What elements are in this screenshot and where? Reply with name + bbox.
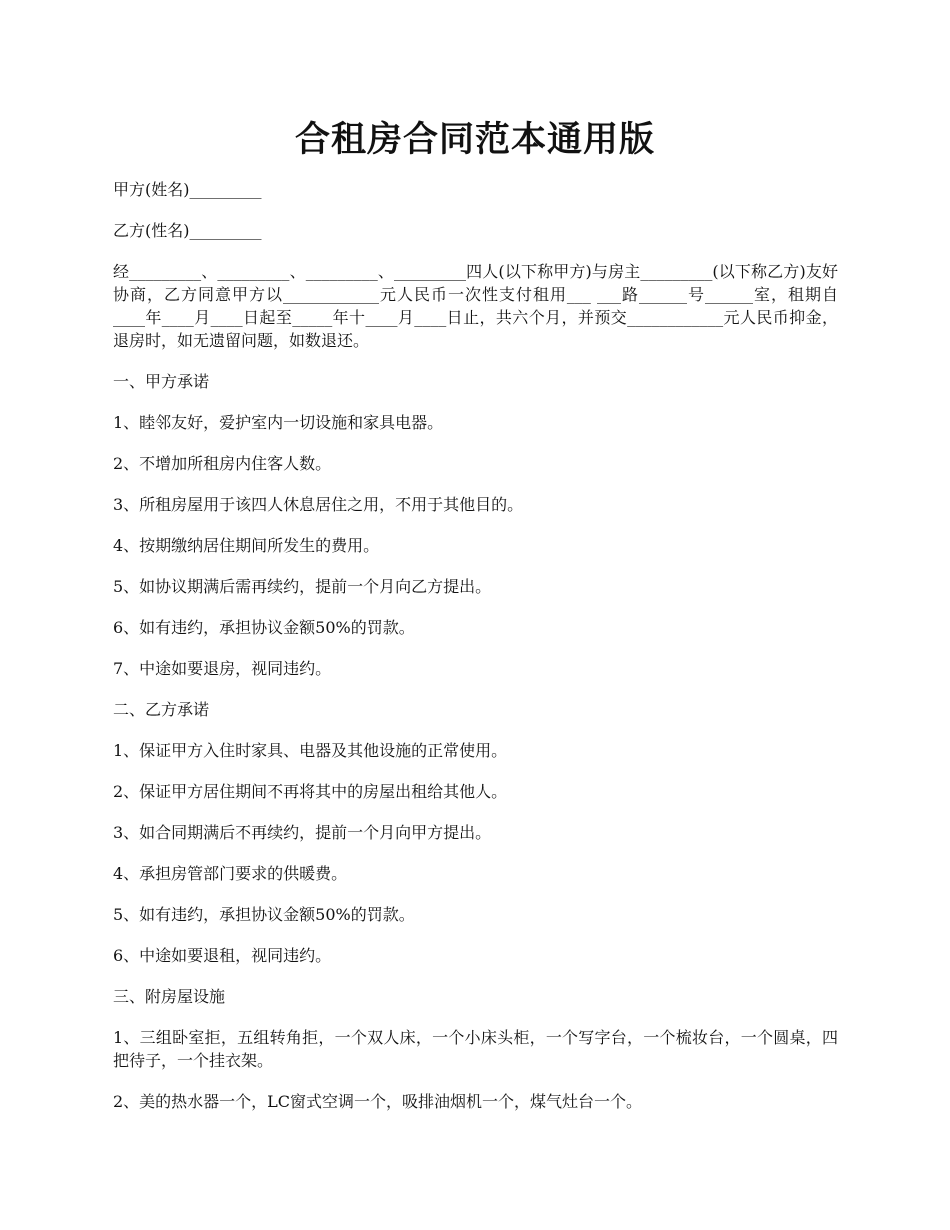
clause-item: 2、不增加所租房内住客人数。 [113,454,332,473]
clause-item: 5、如有违约，承担协议金额50%的罚款。 [113,905,415,924]
clause-item: 3、如合同期满后不再续约，提前一个月向甲方提出。 [113,823,492,842]
clause-item: 7、中途如要退房，视同违约。 [113,659,332,678]
intro-paragraph: 经_________、_________、_________、_________四人(以下称甲方)与房主_________(以下称乙方)友好协商，乙方同意甲方以____________元人民币一次性支付租用___ ___路______号______室，租期自____年____月____日起至_____年十____月____日止，共六个月，并预交____________元人民币抑金，退房时，如无遗留问题，如数退还。 [113,262,838,350]
clause-item: 6、如有违约，承担协议金额50%的罚款。 [113,618,415,637]
document-body [113,178,838,1131]
clause-item: 3、所租房屋用于该四人休息居住之用，不用于其他目的。 [113,495,524,514]
clause-item: 5、如协议期满后需再续约，提前一个月向乙方提出。 [113,577,492,596]
clause-item: 6、中途如要退租，视同违约。 [113,946,332,965]
party-b-line: 乙方(性名)_________ [113,221,262,240]
clause-item: 1、保证甲方入住时家具、电器及其他设施的正常使用。 [113,741,508,760]
document-title: 合租房合同范本通用版 [294,119,655,160]
clause-item: 2、保证甲方居住期间不再将其中的房屋出租给其他人。 [113,782,508,801]
party-a-line: 甲方(姓名)_________ [113,180,262,199]
clause-item: 1、睦邻友好，爱护室内一切设施和家具电器。 [113,413,444,432]
section-heading: 二、乙方承诺 [113,700,210,719]
section-heading: 三、附房屋设施 [113,987,226,1006]
clause-item: 2、美的热水器一个，LC窗式空调一个，吸排油烟机一个，煤气灶台一个。 [113,1092,643,1111]
clause-item: 1、三组卧室拒，五组转角拒，一个双人床，一个小床头柜，一个写字台，一个梳妆台，一个圆桌，四把待子，一个挂衣架。 [113,1028,838,1070]
section-heading: 一、甲方承诺 [113,372,210,391]
clause-item: 4、按期缴纳居住期间所发生的费用。 [113,536,380,555]
clause-item: 4、承担房管部门要求的供暖费。 [113,864,348,883]
